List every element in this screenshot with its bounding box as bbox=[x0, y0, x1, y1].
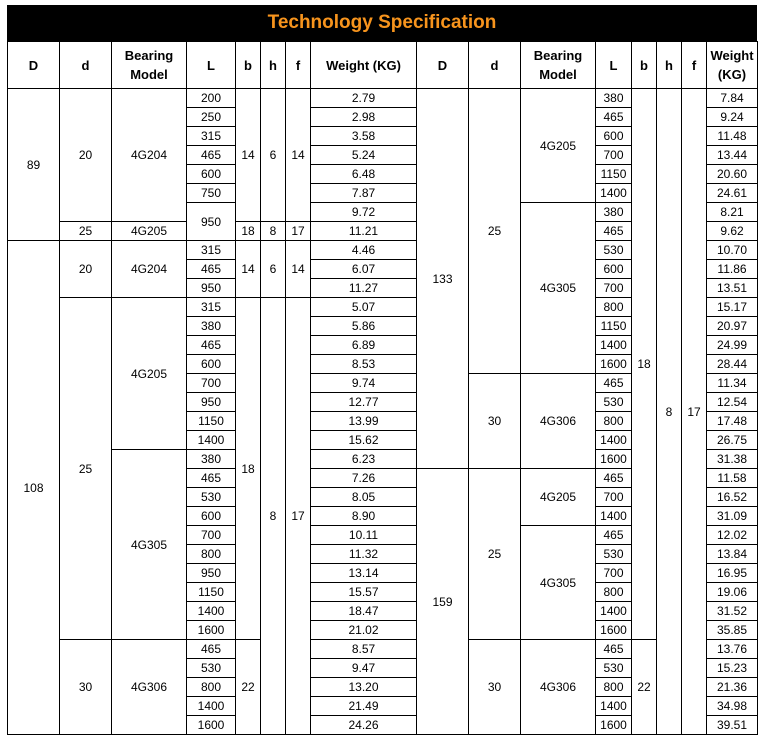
left-h-cell: 6 bbox=[261, 89, 286, 222]
column-header: b bbox=[236, 42, 261, 89]
right-L-cell: 700 bbox=[596, 488, 632, 507]
right-weight-cell: 9.24 bbox=[707, 108, 758, 127]
left-L-cell: 1400 bbox=[187, 697, 236, 716]
right-L-cell: 1400 bbox=[596, 602, 632, 621]
left-L-cell: 750 bbox=[187, 184, 236, 203]
right-L-cell: 1600 bbox=[596, 450, 632, 469]
right-L-cell: 380 bbox=[596, 203, 632, 222]
left-L-cell: 600 bbox=[187, 507, 236, 526]
left-model-cell: 4G306 bbox=[112, 640, 187, 735]
left-weight-cell: 7.87 bbox=[311, 184, 417, 203]
left-L-cell: 950 bbox=[187, 393, 236, 412]
column-header: L bbox=[596, 42, 632, 89]
left-weight-cell: 6.89 bbox=[311, 336, 417, 355]
spec-table bbox=[7, 41, 758, 735]
column-header: D bbox=[8, 42, 60, 89]
column-header: h bbox=[261, 42, 286, 89]
left-L-cell: 1400 bbox=[187, 431, 236, 450]
left-weight-cell: 9.47 bbox=[311, 659, 417, 678]
table-row bbox=[8, 89, 758, 108]
right-L-cell: 1600 bbox=[596, 621, 632, 640]
right-weight-cell: 20.60 bbox=[707, 165, 758, 184]
left-L-cell: 315 bbox=[187, 241, 236, 260]
left-model-cell: 4G305 bbox=[112, 450, 187, 640]
right-b-cell: 18 bbox=[632, 89, 657, 640]
right-weight-cell: 10.70 bbox=[707, 241, 758, 260]
left-L-cell: 1600 bbox=[187, 621, 236, 640]
column-header: f bbox=[286, 42, 311, 89]
right-L-cell: 700 bbox=[596, 279, 632, 298]
right-model-cell: 4G205 bbox=[521, 469, 596, 526]
left-b-cell: 18 bbox=[236, 298, 261, 640]
right-L-cell: 530 bbox=[596, 545, 632, 564]
left-f-cell: 14 bbox=[286, 89, 311, 222]
right-L-cell: 380 bbox=[596, 89, 632, 108]
left-b-cell: 22 bbox=[236, 640, 261, 735]
left-weight-cell: 6.23 bbox=[311, 450, 417, 469]
right-L-cell: 700 bbox=[596, 146, 632, 165]
right-L-cell: 465 bbox=[596, 640, 632, 659]
right-L-cell: 530 bbox=[596, 659, 632, 678]
table-body bbox=[8, 89, 758, 735]
left-weight-cell: 2.98 bbox=[311, 108, 417, 127]
left-L-cell: 465 bbox=[187, 640, 236, 659]
right-weight-cell: 13.51 bbox=[707, 279, 758, 298]
left-f-cell: 17 bbox=[286, 222, 311, 241]
header-row bbox=[8, 42, 758, 89]
left-L-cell: 800 bbox=[187, 678, 236, 697]
left-L-cell: 530 bbox=[187, 659, 236, 678]
right-weight-cell: 20.97 bbox=[707, 317, 758, 336]
left-L-cell: 465 bbox=[187, 260, 236, 279]
right-L-cell: 1600 bbox=[596, 355, 632, 374]
right-L-cell: 1600 bbox=[596, 716, 632, 735]
right-L-cell: 1150 bbox=[596, 317, 632, 336]
left-weight-cell: 8.05 bbox=[311, 488, 417, 507]
left-weight-cell: 11.27 bbox=[311, 279, 417, 298]
right-weight-cell: 31.38 bbox=[707, 450, 758, 469]
left-D-cell: 108 bbox=[8, 241, 60, 735]
left-weight-cell: 8.90 bbox=[311, 507, 417, 526]
left-model-cell: 4G204 bbox=[112, 89, 187, 222]
left-weight-cell: 9.74 bbox=[311, 374, 417, 393]
right-weight-cell: 31.09 bbox=[707, 507, 758, 526]
column-header: b bbox=[632, 42, 657, 89]
table-row bbox=[8, 640, 758, 659]
left-L-cell: 200 bbox=[187, 89, 236, 108]
left-L-cell: 530 bbox=[187, 488, 236, 507]
left-L-cell: 250 bbox=[187, 108, 236, 127]
page-title: Technology Specification bbox=[7, 5, 757, 41]
right-D-cell: 133 bbox=[417, 89, 469, 469]
left-L-cell: 950 bbox=[187, 279, 236, 298]
left-L-cell: 465 bbox=[187, 469, 236, 488]
left-d-cell: 30 bbox=[60, 640, 112, 735]
left-L-cell: 465 bbox=[187, 336, 236, 355]
column-header: f bbox=[682, 42, 707, 89]
right-L-cell: 465 bbox=[596, 222, 632, 241]
right-L-cell: 530 bbox=[596, 393, 632, 412]
right-L-cell: 465 bbox=[596, 526, 632, 545]
right-L-cell: 600 bbox=[596, 260, 632, 279]
left-weight-cell: 8.57 bbox=[311, 640, 417, 659]
left-model-cell: 4G204 bbox=[112, 241, 187, 298]
left-L-cell: 950 bbox=[187, 564, 236, 583]
right-L-cell: 700 bbox=[596, 564, 632, 583]
right-weight-cell: 16.95 bbox=[707, 564, 758, 583]
left-weight-cell: 11.32 bbox=[311, 545, 417, 564]
left-d-cell: 25 bbox=[60, 298, 112, 640]
right-weight-cell: 9.62 bbox=[707, 222, 758, 241]
left-L-cell: 315 bbox=[187, 127, 236, 146]
right-h-cell: 8 bbox=[657, 89, 682, 735]
right-weight-cell: 26.75 bbox=[707, 431, 758, 450]
right-L-cell: 800 bbox=[596, 298, 632, 317]
right-L-cell: 800 bbox=[596, 412, 632, 431]
right-model-cell: 4G306 bbox=[521, 374, 596, 469]
left-weight-cell: 7.26 bbox=[311, 469, 417, 488]
left-d-cell: 20 bbox=[60, 241, 112, 298]
right-L-cell: 1400 bbox=[596, 697, 632, 716]
right-weight-cell: 11.86 bbox=[707, 260, 758, 279]
left-weight-cell: 5.86 bbox=[311, 317, 417, 336]
left-L-cell: 700 bbox=[187, 526, 236, 545]
right-d-cell: 30 bbox=[469, 374, 521, 469]
left-d-cell: 20 bbox=[60, 89, 112, 222]
left-D-cell: 89 bbox=[8, 89, 60, 241]
left-L-cell: 600 bbox=[187, 165, 236, 184]
left-L-cell: 380 bbox=[187, 317, 236, 336]
left-weight-cell: 15.57 bbox=[311, 583, 417, 602]
left-weight-cell: 21.49 bbox=[311, 697, 417, 716]
right-weight-cell: 21.36 bbox=[707, 678, 758, 697]
left-weight-cell: 3.58 bbox=[311, 127, 417, 146]
left-L-cell: 1400 bbox=[187, 602, 236, 621]
left-h-cell: 6 bbox=[261, 241, 286, 298]
left-weight-cell: 4.46 bbox=[311, 241, 417, 260]
column-header: Weight (KG) bbox=[311, 42, 417, 89]
left-weight-cell: 12.77 bbox=[311, 393, 417, 412]
column-header: Bearing Model bbox=[112, 42, 187, 89]
left-f-cell: 17 bbox=[286, 298, 311, 735]
right-model-cell: 4G306 bbox=[521, 640, 596, 735]
left-weight-cell: 8.53 bbox=[311, 355, 417, 374]
left-b-cell: 14 bbox=[236, 241, 261, 298]
left-L-cell: 950 bbox=[187, 203, 236, 241]
right-weight-cell: 15.23 bbox=[707, 659, 758, 678]
right-weight-cell: 17.48 bbox=[707, 412, 758, 431]
right-weight-cell: 11.34 bbox=[707, 374, 758, 393]
column-header: D bbox=[417, 42, 469, 89]
left-weight-cell: 2.79 bbox=[311, 89, 417, 108]
right-weight-cell: 11.58 bbox=[707, 469, 758, 488]
right-weight-cell: 7.84 bbox=[707, 89, 758, 108]
left-b-cell: 18 bbox=[236, 222, 261, 241]
right-weight-cell: 12.02 bbox=[707, 526, 758, 545]
right-weight-cell: 13.84 bbox=[707, 545, 758, 564]
right-L-cell: 1400 bbox=[596, 184, 632, 203]
left-L-cell: 600 bbox=[187, 355, 236, 374]
right-L-cell: 1400 bbox=[596, 336, 632, 355]
right-weight-cell: 12.54 bbox=[707, 393, 758, 412]
right-weight-cell: 13.44 bbox=[707, 146, 758, 165]
right-d-cell: 30 bbox=[469, 640, 521, 735]
left-f-cell: 14 bbox=[286, 241, 311, 298]
left-weight-cell: 13.99 bbox=[311, 412, 417, 431]
column-header: h bbox=[657, 42, 682, 89]
right-weight-cell: 28.44 bbox=[707, 355, 758, 374]
left-weight-cell: 6.07 bbox=[311, 260, 417, 279]
right-model-cell: 4G205 bbox=[521, 89, 596, 203]
column-header: Weight (KG) bbox=[707, 42, 758, 89]
column-header: Bearing Model bbox=[521, 42, 596, 89]
left-weight-cell: 24.26 bbox=[311, 716, 417, 735]
right-weight-cell: 11.48 bbox=[707, 127, 758, 146]
left-L-cell: 1150 bbox=[187, 412, 236, 431]
right-weight-cell: 24.61 bbox=[707, 184, 758, 203]
right-model-cell: 4G305 bbox=[521, 203, 596, 374]
right-L-cell: 530 bbox=[596, 241, 632, 260]
left-weight-cell: 13.20 bbox=[311, 678, 417, 697]
right-L-cell: 800 bbox=[596, 678, 632, 697]
right-weight-cell: 15.17 bbox=[707, 298, 758, 317]
left-L-cell: 700 bbox=[187, 374, 236, 393]
left-h-cell: 8 bbox=[261, 222, 286, 241]
right-weight-cell: 39.51 bbox=[707, 716, 758, 735]
right-weight-cell: 16.52 bbox=[707, 488, 758, 507]
left-L-cell: 800 bbox=[187, 545, 236, 564]
right-L-cell: 465 bbox=[596, 469, 632, 488]
right-L-cell: 465 bbox=[596, 374, 632, 393]
right-d-cell: 25 bbox=[469, 469, 521, 640]
column-header: d bbox=[469, 42, 521, 89]
left-model-cell: 4G205 bbox=[112, 222, 187, 241]
left-L-cell: 315 bbox=[187, 298, 236, 317]
right-D-cell: 159 bbox=[417, 469, 469, 735]
right-weight-cell: 31.52 bbox=[707, 602, 758, 621]
left-b-cell: 14 bbox=[236, 89, 261, 222]
right-weight-cell: 13.76 bbox=[707, 640, 758, 659]
right-weight-cell: 19.06 bbox=[707, 583, 758, 602]
right-weight-cell: 24.99 bbox=[707, 336, 758, 355]
right-weight-cell: 34.98 bbox=[707, 697, 758, 716]
right-b-cell: 22 bbox=[632, 640, 657, 735]
left-weight-cell: 13.14 bbox=[311, 564, 417, 583]
right-f-cell: 17 bbox=[682, 89, 707, 735]
column-header: d bbox=[60, 42, 112, 89]
left-weight-cell: 6.48 bbox=[311, 165, 417, 184]
left-weight-cell: 18.47 bbox=[311, 602, 417, 621]
left-weight-cell: 15.62 bbox=[311, 431, 417, 450]
left-weight-cell: 10.11 bbox=[311, 526, 417, 545]
left-L-cell: 465 bbox=[187, 146, 236, 165]
column-header: L bbox=[187, 42, 236, 89]
left-weight-cell: 21.02 bbox=[311, 621, 417, 640]
left-model-cell: 4G205 bbox=[112, 298, 187, 450]
right-L-cell: 1150 bbox=[596, 165, 632, 184]
left-L-cell: 380 bbox=[187, 450, 236, 469]
right-L-cell: 800 bbox=[596, 583, 632, 602]
left-weight-cell: 5.24 bbox=[311, 146, 417, 165]
right-weight-cell: 35.85 bbox=[707, 621, 758, 640]
left-weight-cell: 11.21 bbox=[311, 222, 417, 241]
right-L-cell: 600 bbox=[596, 127, 632, 146]
left-L-cell: 1150 bbox=[187, 583, 236, 602]
left-L-cell: 1600 bbox=[187, 716, 236, 735]
right-L-cell: 465 bbox=[596, 108, 632, 127]
right-model-cell: 4G305 bbox=[521, 526, 596, 640]
left-h-cell: 8 bbox=[261, 298, 286, 735]
left-d-cell: 25 bbox=[60, 222, 112, 241]
right-d-cell: 25 bbox=[469, 89, 521, 374]
right-L-cell: 1400 bbox=[596, 431, 632, 450]
left-weight-cell: 9.72 bbox=[311, 203, 417, 222]
right-weight-cell: 8.21 bbox=[707, 203, 758, 222]
right-L-cell: 1400 bbox=[596, 507, 632, 526]
left-weight-cell: 5.07 bbox=[311, 298, 417, 317]
